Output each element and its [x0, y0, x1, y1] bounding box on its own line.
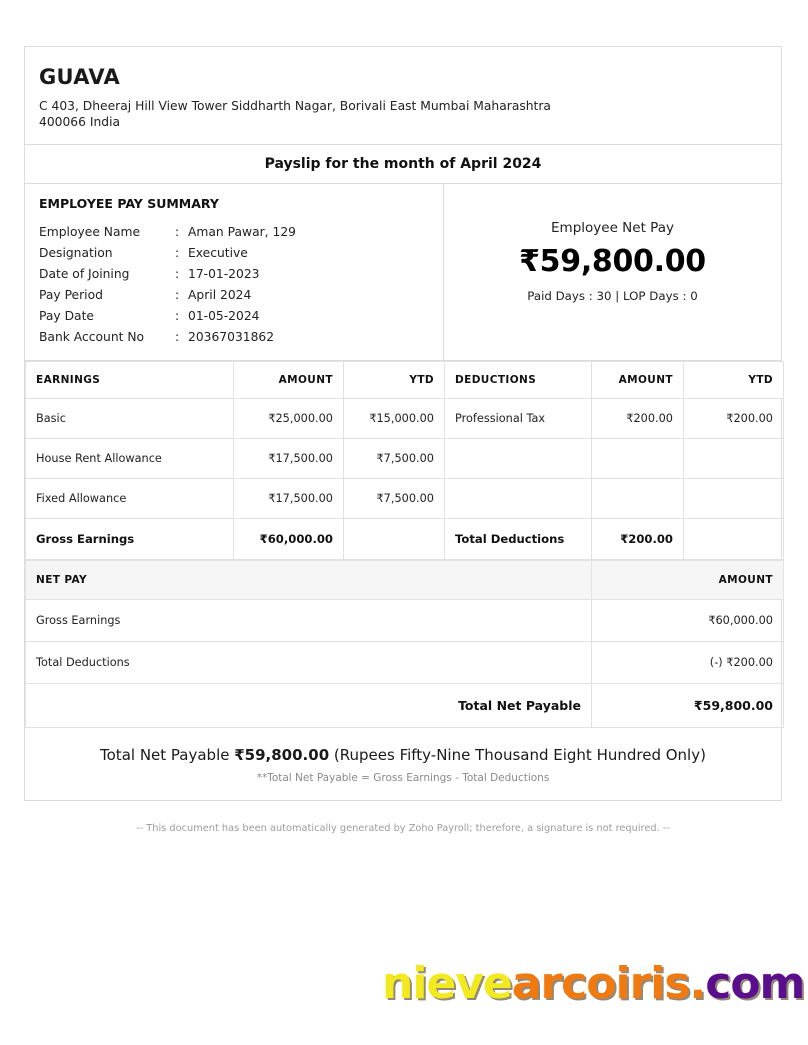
paytable-header-row	[26, 362, 784, 399]
table-row	[26, 479, 784, 519]
summary-value: Executive	[188, 246, 248, 260]
deduction-amount	[592, 439, 684, 479]
table-row	[26, 600, 784, 642]
table-row	[26, 439, 784, 479]
total-net-payable-in-words	[35, 746, 771, 764]
deduction-amount	[592, 479, 684, 519]
deduction-label	[445, 439, 592, 479]
column-header-deductions-amount: AMOUNT	[592, 362, 684, 399]
earning-label: Basic	[26, 399, 234, 439]
column-header-earnings: EARNINGS	[26, 362, 234, 399]
total-deductions-label: Total Deductions	[445, 519, 592, 560]
deduction-label: Professional Tax	[445, 399, 592, 439]
summary-label: Date of Joining	[39, 267, 130, 281]
watermark-logo	[382, 958, 804, 1009]
paytable-totals-row	[26, 519, 784, 560]
net-pay-row-label: Gross Earnings	[26, 600, 592, 642]
net-pay-amount: ₹59,800.00	[519, 244, 706, 279]
summary-colon: :	[175, 309, 180, 323]
summary-row-employee-name	[39, 222, 429, 243]
employee-net-pay-panel	[444, 184, 781, 360]
summary-value: 01-05-2024	[188, 309, 260, 323]
gross-earnings-ytd	[344, 519, 445, 560]
footer-prefix: Total Net Payable	[100, 746, 235, 764]
watermark-part-2: arcoiris.	[511, 958, 706, 1009]
summary-row-pay-date	[39, 306, 429, 327]
company-address-line2: 400066 India	[39, 115, 121, 129]
summary-value: 20367031862	[188, 330, 275, 344]
summary-colon: :	[175, 288, 180, 302]
employee-pay-summary	[25, 184, 444, 360]
payslip-title: Payslip for the month of April 2024	[25, 145, 781, 184]
company-name: GUAVA	[39, 65, 121, 89]
earning-ytd: ₹15,000.00	[344, 399, 445, 439]
summary-colon: :	[175, 267, 180, 281]
earning-amount: ₹17,500.00	[234, 439, 344, 479]
deduction-ytd	[684, 479, 784, 519]
deduction-label	[445, 479, 592, 519]
gross-earnings-amount: ₹60,000.00	[234, 519, 344, 560]
summary-value: Aman Pawar, 129	[188, 225, 296, 239]
watermark-part-3: com	[705, 958, 805, 1009]
net-pay-table	[25, 560, 784, 728]
net-pay-header-row	[26, 561, 784, 600]
column-header-net-pay: NET PAY	[26, 561, 592, 600]
employee-pay-summary-heading: EMPLOYEE PAY SUMMARY	[39, 196, 219, 211]
watermark-part-1: nieve	[382, 958, 512, 1009]
total-net-payable-row	[26, 684, 784, 728]
deduction-amount: ₹200.00	[592, 399, 684, 439]
summary-label: Employee Name	[39, 225, 141, 239]
summary-section	[25, 184, 781, 361]
column-header-net-pay-amount: AMOUNT	[592, 561, 784, 600]
total-deductions-ytd	[684, 519, 784, 560]
summary-row-designation	[39, 243, 429, 264]
summary-label: Pay Date	[39, 309, 94, 323]
summary-value: 17-01-2023	[188, 267, 260, 281]
column-header-earnings-ytd: YTD	[344, 362, 445, 399]
summary-row-pay-period	[39, 285, 429, 306]
summary-value: April 2024	[188, 288, 252, 302]
net-pay-days: Paid Days : 30 | LOP Days : 0	[527, 289, 698, 303]
column-header-deductions: DEDUCTIONS	[445, 362, 592, 399]
summary-label: Bank Account No	[39, 330, 145, 344]
summary-colon: :	[175, 225, 180, 239]
summary-label: Pay Period	[39, 288, 103, 302]
summary-colon: :	[175, 330, 180, 344]
earnings-deductions-table	[25, 361, 784, 560]
net-pay-caption: Employee Net Pay	[551, 220, 674, 236]
payslip-document	[24, 46, 782, 801]
summary-colon: :	[175, 246, 180, 260]
earning-ytd: ₹7,500.00	[344, 479, 445, 519]
column-header-deductions-ytd: YTD	[684, 362, 784, 399]
total-net-payable-label: Total Net Payable	[26, 684, 592, 728]
total-net-payable-amount: ₹59,800.00	[592, 684, 784, 728]
earning-amount: ₹25,000.00	[234, 399, 344, 439]
table-row	[26, 642, 784, 684]
column-header-earnings-amount: AMOUNT	[234, 362, 344, 399]
earning-label: House Rent Allowance	[26, 439, 234, 479]
gross-earnings-label: Gross Earnings	[26, 519, 234, 560]
earning-label: Fixed Allowance	[26, 479, 234, 519]
footer-suffix: (Rupees Fifty-Nine Thousand Eight Hundred Only)	[329, 746, 706, 764]
footer-summary	[25, 728, 781, 800]
table-row	[26, 399, 784, 439]
deduction-ytd: ₹200.00	[684, 399, 784, 439]
summary-label: Designation	[39, 246, 113, 260]
company-header	[25, 47, 781, 145]
company-address-line1: C 403, Dheeraj Hill View Tower Siddharth Nagar, Borivali East Mumbai Maharashtra	[39, 99, 551, 113]
net-pay-row-amount: ₹60,000.00	[592, 600, 784, 642]
disclaimer-text: -- This document has been automatically generated by Zoho Payroll; therefore, a signature is not required. --	[136, 823, 670, 834]
deduction-ytd	[684, 439, 784, 479]
summary-row-date-of-joining	[39, 264, 429, 285]
earning-amount: ₹17,500.00	[234, 479, 344, 519]
net-pay-row-amount: (-) ₹200.00	[592, 642, 784, 684]
footer-formula-note: **Total Net Payable = Gross Earnings - Total Deductions	[256, 772, 550, 784]
summary-row-bank-account-no	[39, 327, 429, 348]
footer-amount: ₹59,800.00	[234, 746, 330, 764]
net-pay-row-label: Total Deductions	[26, 642, 592, 684]
payslip-page	[24, 46, 782, 834]
company-address	[39, 98, 767, 130]
earning-ytd: ₹7,500.00	[344, 439, 445, 479]
total-deductions-amount: ₹200.00	[592, 519, 684, 560]
